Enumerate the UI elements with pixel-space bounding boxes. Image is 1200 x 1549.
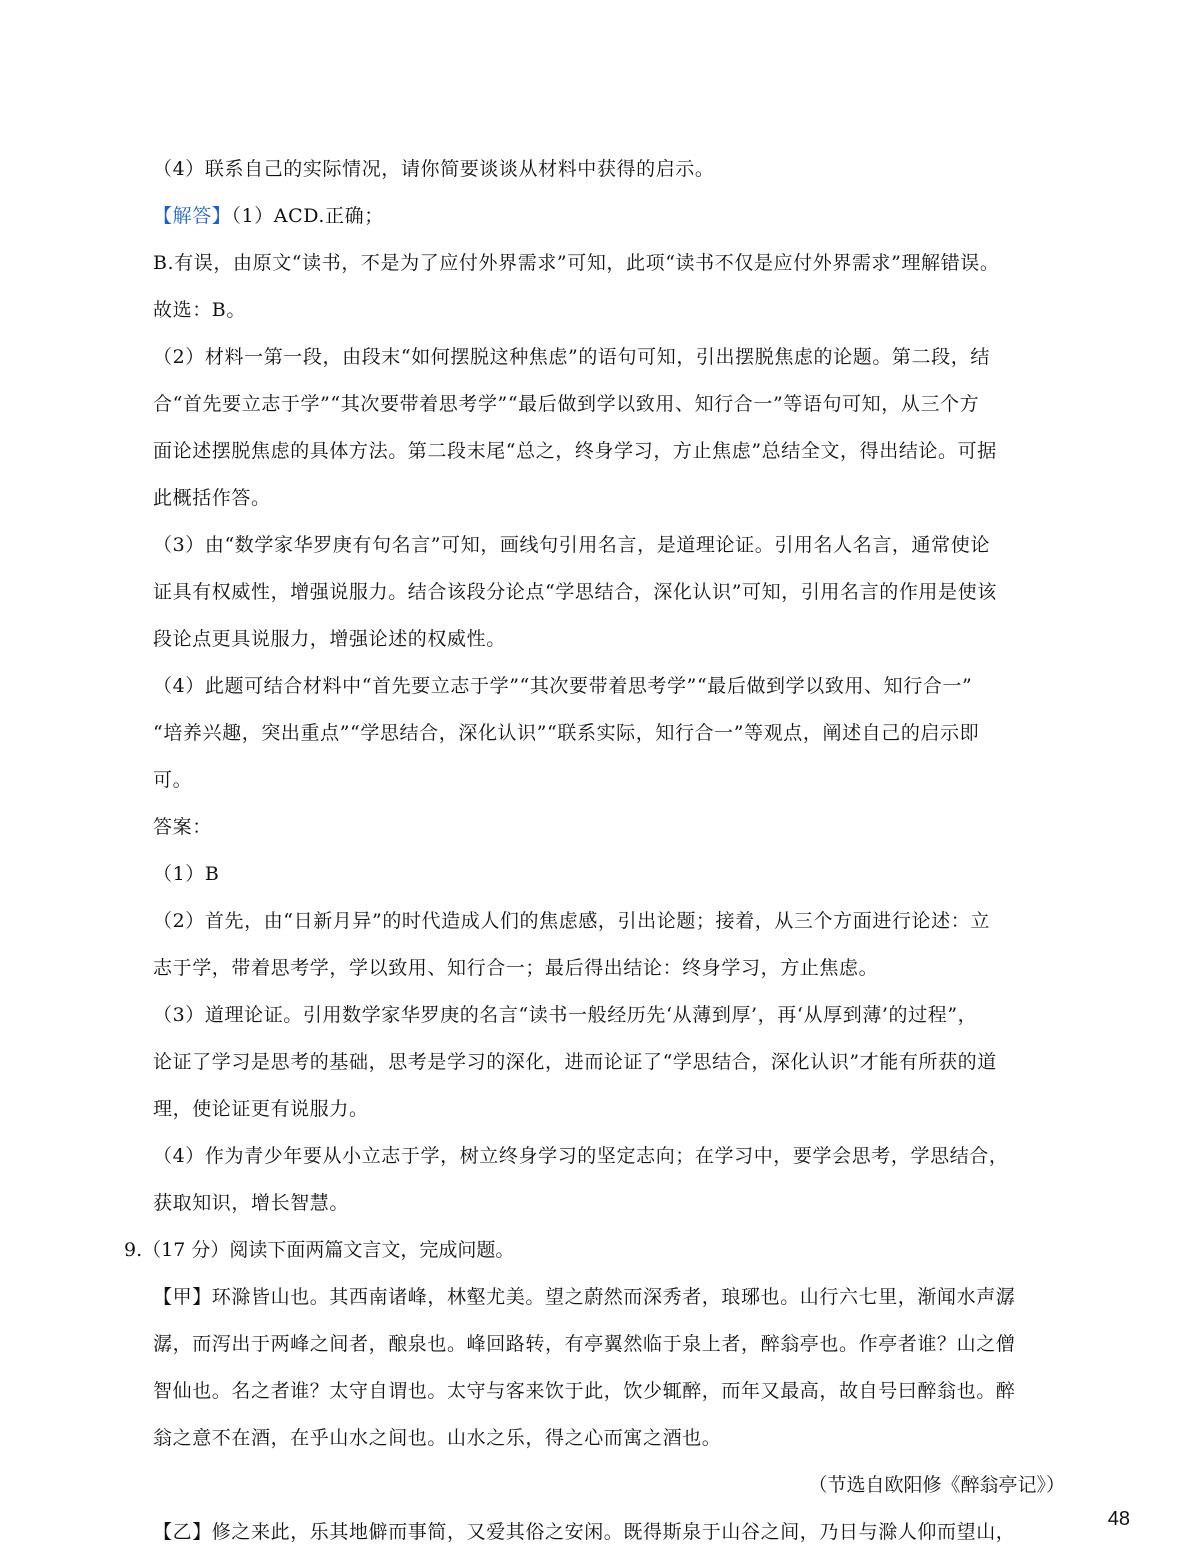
question-9-header: 9.（17 分）阅读下面两篇文言文，完成问题。 (124, 1239, 515, 1261)
answer-line: （2）首先，由“日新月异”的时代造成人们的焦虑感，引出论题；接着，从三个方面进行论述：立 (153, 910, 990, 932)
analysis-line: 面论述摆脱焦虑的具体方法。第二段末尾“总之，终身学习，方止焦虑”总结全文，得出结论。可据 (153, 440, 997, 462)
analysis-line: 此概括作答。 (153, 487, 271, 509)
passage-a-line: 翁之意不在酒，在乎山水之间也。山水之乐，得之心而寓之酒也。 (153, 1427, 722, 1449)
page-number: 48 (1107, 1508, 1130, 1530)
passage-a-line: 智仙也。名之者谁？太守自谓也。太守与客来饮于此，饮少辄醉，而年又最高，故自号曰醉翁也。醉 (153, 1380, 1016, 1402)
passage-b-line: 【乙】修之来此，乐其地僻而事简，又爱其俗之安闲。既得斯泉于山谷之间，乃日与滁人仰而望山， (153, 1521, 1016, 1543)
analysis-line-1-text: （1）ACD.正确； (231, 205, 384, 227)
answer-line: （4）作为青少年要从小立志于学，树立终身学习的坚定志向；在学习中，要学会思考，学思结合， (153, 1145, 1009, 1167)
passage-a-line: 潺，而泻出于两峰之间者，酿泉也。峰回路转，有亭翼然临于泉上者，醉翁亭也。作亭者谁？山之僧 (153, 1333, 1016, 1355)
analysis-line: 可。 (153, 769, 193, 791)
analysis-line: （3）由“数学家华罗庚有句名言”可知，画线句引用名言，是道理论证。引用名人名言，通常使论 (153, 534, 990, 556)
analysis-line: B.有误，由原文“读书，不是为了应付外界需求”可知，此项“读书不仅是应付外界需求”理解错误。 (153, 252, 1000, 274)
answer-line: （1）B (153, 863, 220, 885)
answer-line: 理，使论证更有说服力。 (153, 1098, 369, 1120)
analysis-line: 合“首先要立志于学”“其次要带着思考学”“最后做到学以致用、知行合一”等语句可知，从三个方 (153, 393, 980, 415)
answer-tag: 【解答】 (153, 205, 232, 227)
analysis-line: （4）此题可结合材料中“首先要立志于学”“其次要带着思考学”“最后做到学以致用、知行合一” (153, 675, 973, 697)
analysis-line: 故选：B。 (153, 299, 246, 321)
analysis-line: 证具有权威性，增强说服力。结合该段分论点“学思结合，深化认识”可知，引用名言的作用是使该 (153, 581, 997, 603)
analysis-line-1 (153, 204, 384, 228)
passage-a-source: （节选自欧阳修《醉翁亭记》） (808, 1474, 1065, 1496)
passage-a-line: 【甲】环滁皆山也。其西南诸峰，林壑尤美。望之蔚然而深秀者，琅琊也。山行六七里，渐闻水声潺 (153, 1286, 1016, 1308)
answer-line: 论证了学习是思考的基础，思考是学习的深化，进而论证了“学思结合，深化认识”才能有所获的道 (153, 1051, 997, 1073)
analysis-line: （2）材料一第一段，由段末“如何摆脱这种焦虑”的语句可知，引出摆脱焦虑的论题。第二段，结 (153, 346, 990, 368)
answer-line: 志于学，带着思考学，学以致用、知行合一；最后得出结论：终身学习，方止焦虑。 (153, 957, 879, 979)
analysis-line: “培养兴趣，突出重点”“学思结合，深化认识”“联系实际，知行合一”等观点，阐述自己的启示即 (153, 722, 980, 744)
answer-line: 获取知识，增长智慧。 (153, 1192, 350, 1214)
analysis-line: 段论点更具说服力，增强论述的权威性。 (153, 628, 506, 650)
answers-heading: 答案： (153, 816, 212, 838)
answer-line: （3）道理论证。引用数学家华罗庚的名言“读书一般经历先‘从薄到厚’，再‘从厚到薄’的过程”， (153, 1004, 978, 1026)
question-tail: （4）联系自己的实际情况，请你简要谈谈从材料中获得的启示。 (153, 158, 715, 180)
